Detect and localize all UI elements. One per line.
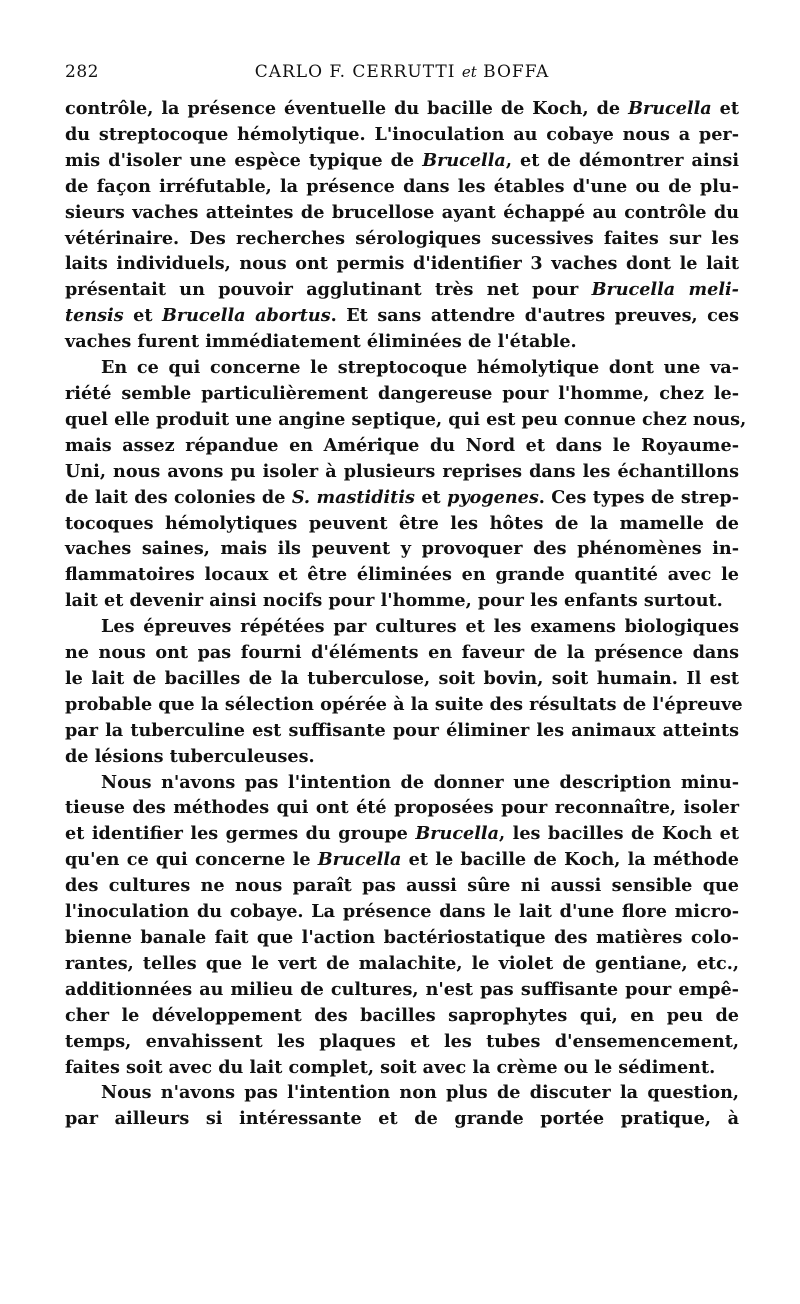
italic-term: S. mastiditis <box>291 486 415 508</box>
text-line <box>65 925 739 951</box>
text-line <box>65 899 739 925</box>
text-run: , et de démontrer ainsi <box>505 149 740 171</box>
paragraph <box>65 770 739 1081</box>
text-line <box>65 511 739 537</box>
text-line <box>65 122 739 148</box>
text-line <box>65 277 739 303</box>
text-run: et <box>711 98 740 119</box>
text-run: Les épreuves répétées par cultures et les examens biologiques <box>101 616 739 638</box>
text-run: par ailleurs si intéressante et de grande portée pratique, à <box>65 1108 739 1130</box>
text-run: Uni, nous avons pu isoler à plusieurs reprises dans les échantillons <box>65 460 739 482</box>
italic-term: Brucella <box>422 149 506 171</box>
text-run: et identifier les germes du groupe <box>65 823 416 845</box>
text-run: du streptocoque hémolytique. L'inoculation au cobaye nous a per- <box>65 123 739 145</box>
text-line <box>65 744 739 770</box>
text-line <box>65 355 739 381</box>
text-run: vétérinaire. Des recherches sérologiques sucessives faites sur les <box>65 227 739 249</box>
text-line <box>65 1080 739 1106</box>
italic-term: tensis <box>65 305 124 327</box>
text-run: Nous n'avons pas l'intention de donner une description minu- <box>101 771 739 793</box>
text-line <box>65 977 739 1003</box>
text-line <box>65 951 739 977</box>
text-line <box>65 1055 739 1081</box>
text-line <box>65 718 739 744</box>
text-line <box>65 459 739 485</box>
text-run: le lait de bacilles de la tuberculose, soit bovin, soit humain. Il est <box>65 667 739 689</box>
text-line <box>65 873 739 899</box>
running-header <box>65 62 739 96</box>
paragraph <box>65 1080 739 1132</box>
italic-term: Brucella <box>317 849 402 871</box>
text-line <box>65 329 739 355</box>
italic-term: pyogenes <box>447 486 539 508</box>
text-run: lait et devenir ainsi nocifs pour l'homme, pour les enfants surtout. <box>65 590 723 612</box>
text-run: quel elle produit une angine septique, qui est peu connue chez nous, <box>65 408 747 430</box>
text-run: ne nous ont pas fourni d'éléments en faveur de la présence dans <box>65 642 739 664</box>
text-run: de lait des colonies de <box>65 486 292 508</box>
text-run: En ce qui concerne le streptocoque hémolytique dont une va- <box>101 357 739 379</box>
text-line <box>65 303 739 329</box>
text-line <box>65 407 747 433</box>
paragraph <box>65 355 747 614</box>
text-run: probable que la sélection opérée à la suite des résultats de l'épreuve <box>65 693 743 715</box>
text-run: et <box>123 305 162 327</box>
italic-term: Brucella meli- <box>591 279 739 301</box>
page-number: 282 <box>65 62 99 82</box>
text-line <box>65 200 739 226</box>
text-run: . Ces types de strep- <box>538 486 739 508</box>
text-line <box>65 251 739 277</box>
text-line <box>65 485 739 511</box>
page <box>65 62 747 1132</box>
text-line <box>65 381 739 407</box>
text-line <box>65 433 739 459</box>
text-run: faites soit avec du lait complet, soit avec la crème ou le sédiment. <box>65 1056 716 1078</box>
running-title <box>65 62 739 82</box>
text-line <box>65 1106 739 1132</box>
text-run: des cultures ne nous paraît pas aussi sûre ni aussi sensible que <box>65 875 739 897</box>
text-run: sieurs vaches atteintes de brucellose ayant échappé au contrôle du <box>65 201 739 223</box>
paragraph <box>65 96 739 355</box>
text-run: de lésions tuberculeuses. <box>65 745 315 767</box>
text-line <box>65 770 739 796</box>
text-run: présentait un pouvoir agglutinant très net pour <box>65 279 592 301</box>
text-run: vaches saines, mais ils peuvent y provoquer des phénomènes in- <box>65 538 739 560</box>
text-line <box>65 148 739 174</box>
text-line <box>65 847 739 873</box>
text-run: additionnées au milieu de cultures, n'est pas suffisante pour empê- <box>65 978 739 1000</box>
text-line <box>65 96 739 122</box>
text-run: , les bacilles de Koch et <box>499 823 739 845</box>
text-line <box>65 692 743 718</box>
text-run: mais assez répandue en Amérique du Nord et dans le Royaume- <box>65 434 739 456</box>
text-run: mis d'isoler une espèce typique de <box>65 149 423 171</box>
author-names: CARLO F. CERRUTTI <box>254 62 456 82</box>
text-run: Nous n'avons pas l'intention non plus de discuter la question, <box>101 1082 739 1104</box>
italic-term: Brucella <box>628 98 712 119</box>
text-run: bienne banale fait que l'action bactériostatique des matières colo- <box>65 927 739 948</box>
text-run: l'inoculation du cobaye. La présence dans le lait d'une flore micro- <box>65 901 739 923</box>
text-line <box>65 640 739 666</box>
text-run: tieuse des méthodes qui ont été proposées pour reconnaître, isoler <box>65 797 739 819</box>
text-run: temps, envahissent les plaques et les tubes d'ensemencement, <box>65 1030 739 1052</box>
text-line <box>65 174 739 200</box>
text-line <box>65 795 739 821</box>
paragraph <box>65 614 743 769</box>
italic-term: Brucella abortus <box>161 305 331 327</box>
text-line <box>65 536 739 562</box>
text-run: et le bacille de Koch, la méthode <box>401 849 739 871</box>
text-line <box>65 1003 739 1029</box>
conjunction: et <box>461 63 477 81</box>
text-line <box>65 1029 739 1055</box>
text-run: laits individuels, nous ont permis d'identifier 3 vaches dont le lait <box>65 253 739 275</box>
text-run: par la tuberculine est suffisante pour éliminer les animaux atteints <box>65 719 739 741</box>
text-line <box>65 614 739 640</box>
text-line <box>65 821 739 847</box>
text-run: cher le développement des bacilles saprophytes qui, en peu de <box>65 1004 739 1026</box>
text-line <box>65 562 739 588</box>
text-run: vaches furent immédiatement éliminées de l'étable. <box>65 331 577 353</box>
text-run: et <box>414 486 448 508</box>
text-run: tocoques hémolytiques peuvent être les hôtes de la mamelle de <box>65 512 739 534</box>
text-run: . Et sans attendre d'autres preuves, ces <box>330 305 739 327</box>
text-run: riété semble particulièrement dangereuse pour l'homme, chez le- <box>65 382 739 404</box>
coauthor-name: BOFFA <box>483 62 550 82</box>
text-run: flammatoires locaux et être éliminées en grande quantité avec le <box>65 564 739 586</box>
body-text <box>65 96 747 1132</box>
italic-term: Brucella <box>415 823 499 845</box>
text-run: rantes, telles que le vert de malachite, le violet de gentiane, etc., <box>65 952 739 974</box>
text-run: contrôle, la présence éventuelle du bacille de Koch, de <box>65 98 629 119</box>
text-run: qu'en ce qui concerne le <box>65 849 318 871</box>
text-line <box>65 588 739 614</box>
text-line <box>65 666 739 692</box>
text-run: de façon irréfutable, la présence dans les étables d'une ou de plu- <box>65 175 739 197</box>
text-line <box>65 226 739 252</box>
